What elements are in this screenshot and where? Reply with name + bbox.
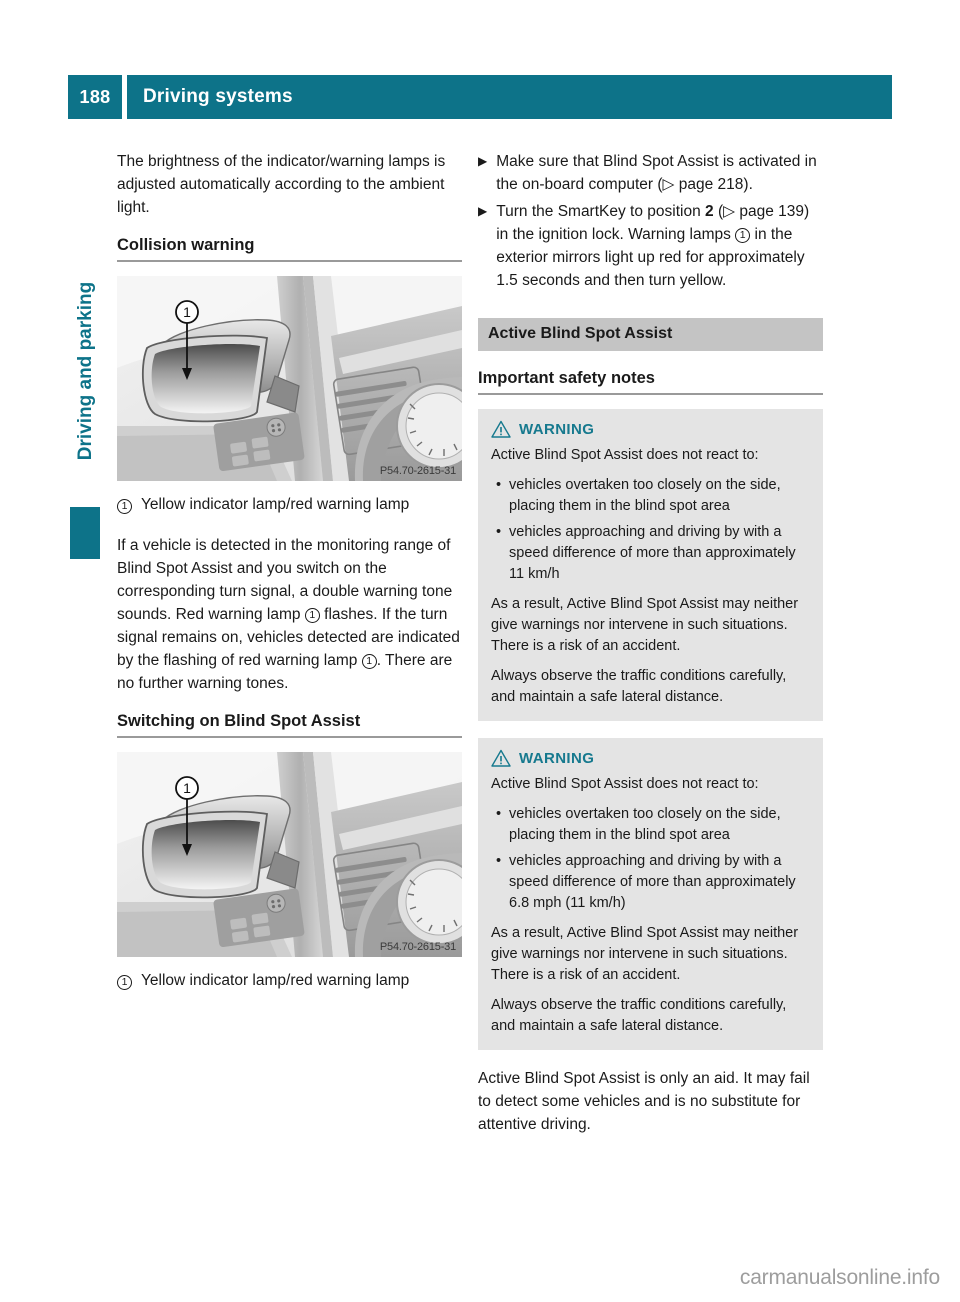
warning-header — [491, 420, 810, 438]
smartkey-position-value: 2 — [705, 203, 714, 220]
warning-title: WARNING — [519, 749, 595, 767]
step-2-body — [496, 200, 823, 292]
page-ref-arrow-icon: ▷ — [723, 203, 736, 220]
warning-paragraph-2: Always observe the traffic conditions carefully, and maintain a safe lateral distance. — [491, 997, 787, 1034]
collision-text-part3: . There are no further warning tones. — [117, 652, 453, 692]
warning-triangle-icon — [491, 420, 511, 438]
warning-intro: Active Blind Spot Assist does not react to: — [491, 447, 759, 463]
chapter-side-tab — [66, 255, 100, 585]
step-2-page-ref[interactable]: page 139 — [735, 203, 804, 220]
figure-1-caption — [117, 493, 462, 516]
warning-paragraph-1: As a result, Active Blind Spot Assist may neither give warnings nor intervene in such situations. There is a risk of an accident. — [491, 596, 799, 654]
step-item — [478, 200, 823, 292]
step-1-page-ref[interactable]: page 218 — [674, 176, 744, 193]
warning-intro: Active Blind Spot Assist does not react to: — [491, 776, 759, 792]
step-2-text: Turn the SmartKey to position — [496, 203, 706, 220]
list-item: • vehicles approaching and driving by with a speed difference of more than approximately 11 km/h — [491, 522, 810, 585]
step-1-text: Make sure that Blind Spot Assist is activated in the on-board computer ( — [496, 153, 817, 193]
step-bullet-icon: ▶ — [478, 154, 488, 168]
callout-number-icon: 1 — [305, 608, 320, 623]
heading-collision-warning: Collision warning — [117, 236, 462, 262]
step-2-ref-close: ) in the ignition lock. — [496, 203, 810, 243]
collision-text-part2: flashes. If the turn signal remains on, vehicles detected are indicated by the flashing of red warning lamp — [117, 606, 460, 669]
warning-title: WARNING — [519, 420, 595, 438]
page-ref-arrow-icon: ▷ — [662, 176, 675, 193]
list-item: • vehicles overtaken too closely on the side, placing them in the blind spot area — [491, 475, 810, 517]
heading-important-safety-notes: Important safety notes — [478, 369, 823, 395]
step-1-text-end: ). — [743, 176, 753, 193]
figure-switching-on — [117, 752, 462, 957]
callout-number-icon: 1 — [362, 654, 377, 669]
collision-text-part1: If a vehicle is detected in the monitoring range of Blind Spot Assist and you switch on the corresponding turn signal, a double warning tone sounds. Red warning lamp — [117, 537, 453, 623]
left-column — [117, 150, 462, 1010]
figure-collision-warning — [117, 276, 462, 481]
section-bar-active-blind-spot-assist: Active Blind Spot Assist — [478, 318, 823, 351]
step-2-text-3: in the exterior mirrors light up red for approximately 1.5 seconds and then turn yellow. — [496, 226, 805, 289]
warning-paragraph-2: Always observe the traffic conditions carefully, and maintain a safe lateral distance. — [491, 668, 787, 705]
chapter-tab-marker — [70, 507, 100, 559]
chapter-side-tab-label: Driving and parking — [75, 281, 96, 461]
intro-paragraph: The brightness of the indicator/warning lamps is adjusted automatically according to the ambient light. — [117, 153, 446, 216]
collision-warning-paragraph — [117, 534, 462, 695]
figure-1-code: P54.70-2615-31 — [379, 465, 456, 477]
step-bullet-icon: ▶ — [478, 204, 488, 218]
callout-number-icon: 1 — [117, 499, 132, 514]
svg-text:1: 1 — [183, 780, 191, 796]
svg-text:1: 1 — [183, 304, 191, 320]
warning-paragraph-1: As a result, Active Blind Spot Assist may neither give warnings nor intervene in such situations. There is a risk of an accident. — [491, 925, 799, 983]
heading-switching-on: Switching on Blind Spot Assist — [117, 712, 462, 738]
warning-bullet-list — [491, 475, 810, 585]
step-2-ref-open: ( — [713, 203, 724, 220]
step-1-body — [496, 150, 823, 196]
list-item: • vehicles overtaken too closely on the side, placing them in the blind spot area — [491, 804, 810, 846]
warning-triangle-icon — [491, 749, 511, 767]
figure-2-code: P54.70-2615-31 — [379, 941, 456, 953]
warning-box — [478, 409, 823, 721]
footer-watermark: carmanualsonline.info — [739, 1266, 940, 1289]
list-item: • vehicles approaching and driving by with a speed difference of more than approximately 6.8 mph (11 km/h) — [491, 851, 810, 914]
page-header — [68, 75, 892, 119]
mirror-illustration-1 — [117, 276, 462, 481]
closing-paragraph: Active Blind Spot Assist is only an aid. It may fail to detect some vehicles and is no substitute for attentive driving. — [478, 1070, 810, 1133]
step-2-text-2: Warning lamps — [628, 226, 736, 243]
figure-2-caption-text: Yellow indicator lamp/red warning lamp — [141, 972, 410, 989]
figure-2-caption — [117, 969, 462, 992]
callout-number-icon: 1 — [735, 228, 750, 243]
warning-bullet-list — [491, 804, 810, 914]
figure-1-caption-text: Yellow indicator lamp/red warning lamp — [141, 496, 410, 513]
page-number: 188 — [68, 75, 122, 119]
warning-header — [491, 749, 810, 767]
step-item — [478, 150, 823, 196]
callout-number-icon: 1 — [117, 975, 132, 990]
mirror-illustration-2 — [117, 752, 462, 957]
right-column — [478, 150, 823, 1153]
warning-box — [478, 738, 823, 1050]
page-title: Driving systems — [127, 75, 892, 119]
